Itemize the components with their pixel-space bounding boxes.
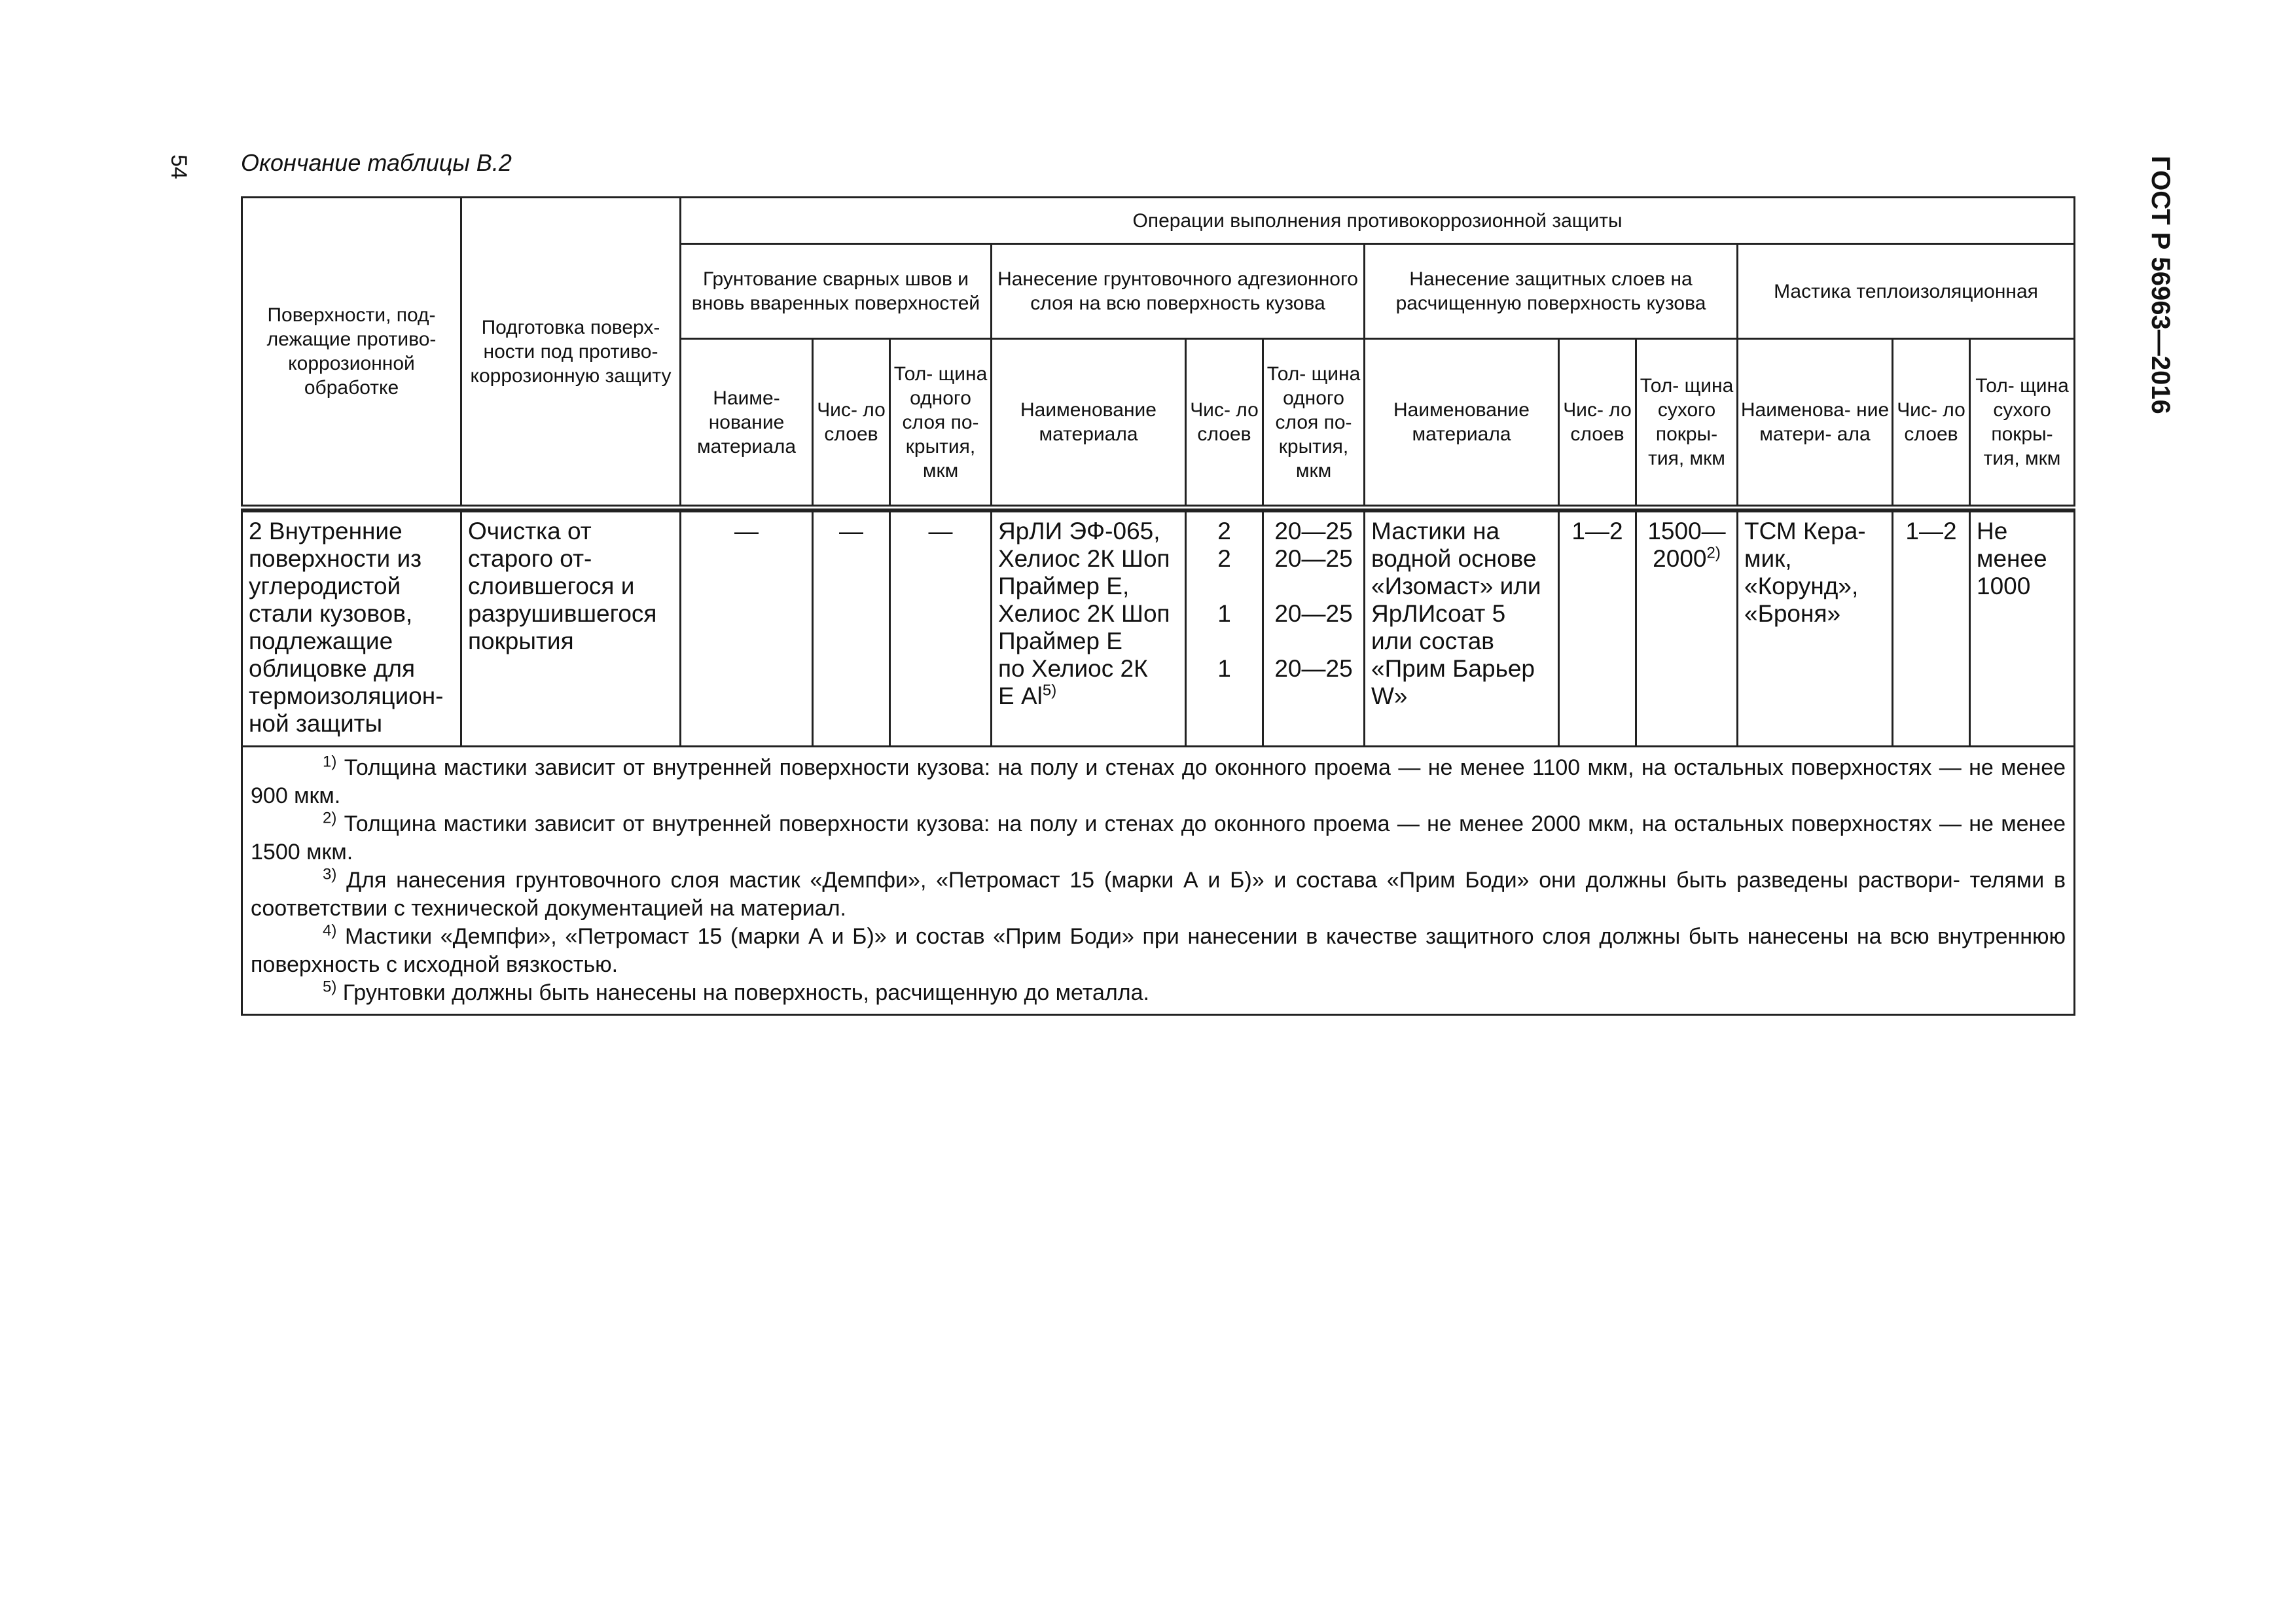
thickness-text: 2000 [1653,545,1707,572]
footnotes-block [242,747,2075,1015]
cell-g3-thickness [1636,512,1738,747]
header-material-name: Наиме- нование материала [681,339,813,508]
thickness-line: 1500— [1647,518,1726,544]
cell-g1-thickness: — [890,512,992,747]
material-line: Праймер Е [998,628,1122,654]
cell-g2-name [992,512,1186,747]
header-layer-count: Чис- ло слоев [1186,339,1263,508]
footnote [251,810,2066,866]
footnote [251,754,2066,810]
header-layer-count: Чис- ло слоев [1559,339,1636,508]
thickness-line: 20—25 [1274,545,1353,572]
header-group-protective-layers: Нанесение защитных слоев на расчищенную поверхность кузова [1365,244,1738,339]
header-layer-count: Чис- ло слоев [813,339,890,508]
footnote-mark: 4) [323,921,337,940]
material-line: ЯрЛИ ЭФ-065, [998,518,1160,544]
footnote [251,866,2066,923]
cell-g3-count: 1—2 [1559,512,1636,747]
header-operations: Операции выполнения противокоррозионной защиты [681,198,2075,244]
count-line-blank [1193,628,1256,655]
thickness-line-blank [1270,573,1357,600]
thickness-line-blank [1270,628,1357,655]
footnote-mark: 1) [323,753,337,771]
header-group-welds-priming: Грунтование сварных швов и вновь вваренных поверхностей [681,244,992,339]
count-line: 2 [1217,518,1231,544]
cell-preparation: Очистка от старого от- слоившегося и разрушившегося покрытия [461,512,681,747]
count-line: 1 [1217,655,1231,682]
header-dry-thickness: Тол- щина сухого покры- тия, мкм [1970,339,2075,508]
header-surfaces: Поверхности, под- лежащие противо- коррозионной обработке [242,198,461,508]
footnote-text: Толщина мастики зависит от внутренней поверхности кузова: на полу и стенах до оконного проема — не менее 1100 мкм, на остальных поверхностях — не менее 900 мкм. [251,755,2066,808]
material-line-last [998,683,1179,710]
footnote-ref: 2) [1706,544,1721,562]
footnote-mark: 2) [323,809,337,827]
cell-g2-count [1186,512,1263,747]
thickness-line: 20—25 [1274,600,1353,627]
header-layer-thickness: Тол- щина одного слоя по- крытия, мкм [1263,339,1365,508]
table-row [242,512,2075,747]
material-line: Хелиос 2К Шоп [998,600,1170,627]
header-group-adhesion-primer: Нанесение грунтовочного адгезионного слоя на всю поверхность кузова [992,244,1365,339]
header-layer-thickness: Тол- щина одного слоя по- крытия, мкм [890,339,992,508]
cell-g1-name: — [681,512,813,747]
header-dry-thickness: Тол- щина сухого покры- тия, мкм [1636,339,1738,508]
header-material-name: Наименование материала [1365,339,1559,508]
cell-g4-name: ТСМ Кера- мик, «Корунд», «Броня» [1738,512,1893,747]
page-number: 54 [166,154,191,179]
material-line-text: Е Al [998,683,1043,709]
footnote-text: Толщина мастики зависит от внутренней поверхности кузова: на полу и стенах до оконного проема — не менее 2000 мкм, на остальных поверхностях — не менее 1500 мкм. [251,812,2066,865]
header-layer-count: Чис- ло слоев [1893,339,1970,508]
header-material-name: Наименование материала [992,339,1186,508]
footnote-text: Для нанесения грунтовочного слоя мастик «Демпфи», «Петромаст 15 (марки А и Б)» и состава «Прим Боди» они должны быть разведены раствори- телями в соответствии с технической документацией на материал. [251,868,2066,921]
cell-g4-thickness: Не менее 1000 [1970,512,2075,747]
cell-g3-name: Мастики на водной основе «Изомаст» или ЯрЛИсоат 5 или состав «Прим Барьер W» [1365,512,1559,747]
material-line: Хелиос 2К Шоп [998,545,1170,572]
footnote-mark: 5) [323,978,337,996]
material-line: Праймер Е, [998,573,1130,599]
header-preparation: Подготовка поверх- ности под противо- коррозионную защиту [461,198,681,508]
count-line-blank [1193,573,1256,600]
count-line: 1 [1217,600,1231,627]
header-group-thermal-mastic: Мастика теплоизоляционная [1738,244,2075,339]
footnote-text: Грунтовки должны быть нанесены на поверхность, расчищенную до металла. [342,980,1149,1005]
thickness-line: 20—25 [1274,518,1353,544]
table-caption: Окончание таблицы В.2 [241,149,512,176]
footnote-mark: 3) [323,865,337,883]
footnote [251,979,2066,1007]
cell-g1-count: — [813,512,890,747]
header-material-name: Наименова- ние матери- ала [1738,339,1893,508]
material-line: по Хелиос 2К [998,655,1148,682]
footnote-ref: 5) [1042,681,1057,700]
cell-g4-count: 1—2 [1893,512,1970,747]
thickness-line: 20—25 [1274,655,1353,682]
footnote [251,923,2066,979]
cell-surface: 2 Внутренние поверхности из углеродистой стали кузовов, подлежащие облицовке для термоизоляцион- ной защиты [242,512,461,747]
thickness-line-last [1643,545,1731,573]
corrosion-protection-table [241,196,2075,1016]
count-line: 2 [1217,545,1231,572]
standard-code: ГОСТ Р 56963—2016 [2146,156,2175,414]
cell-g2-thickness [1263,512,1365,747]
footnote-text: Мастики «Демпфи», «Петромаст 15 (марки А и Б)» и состав «Прим Боди» при нанесении в качестве защитного слоя должны быть нанесены на всю внутреннюю поверхность с исходной вязкостью. [251,924,2066,977]
